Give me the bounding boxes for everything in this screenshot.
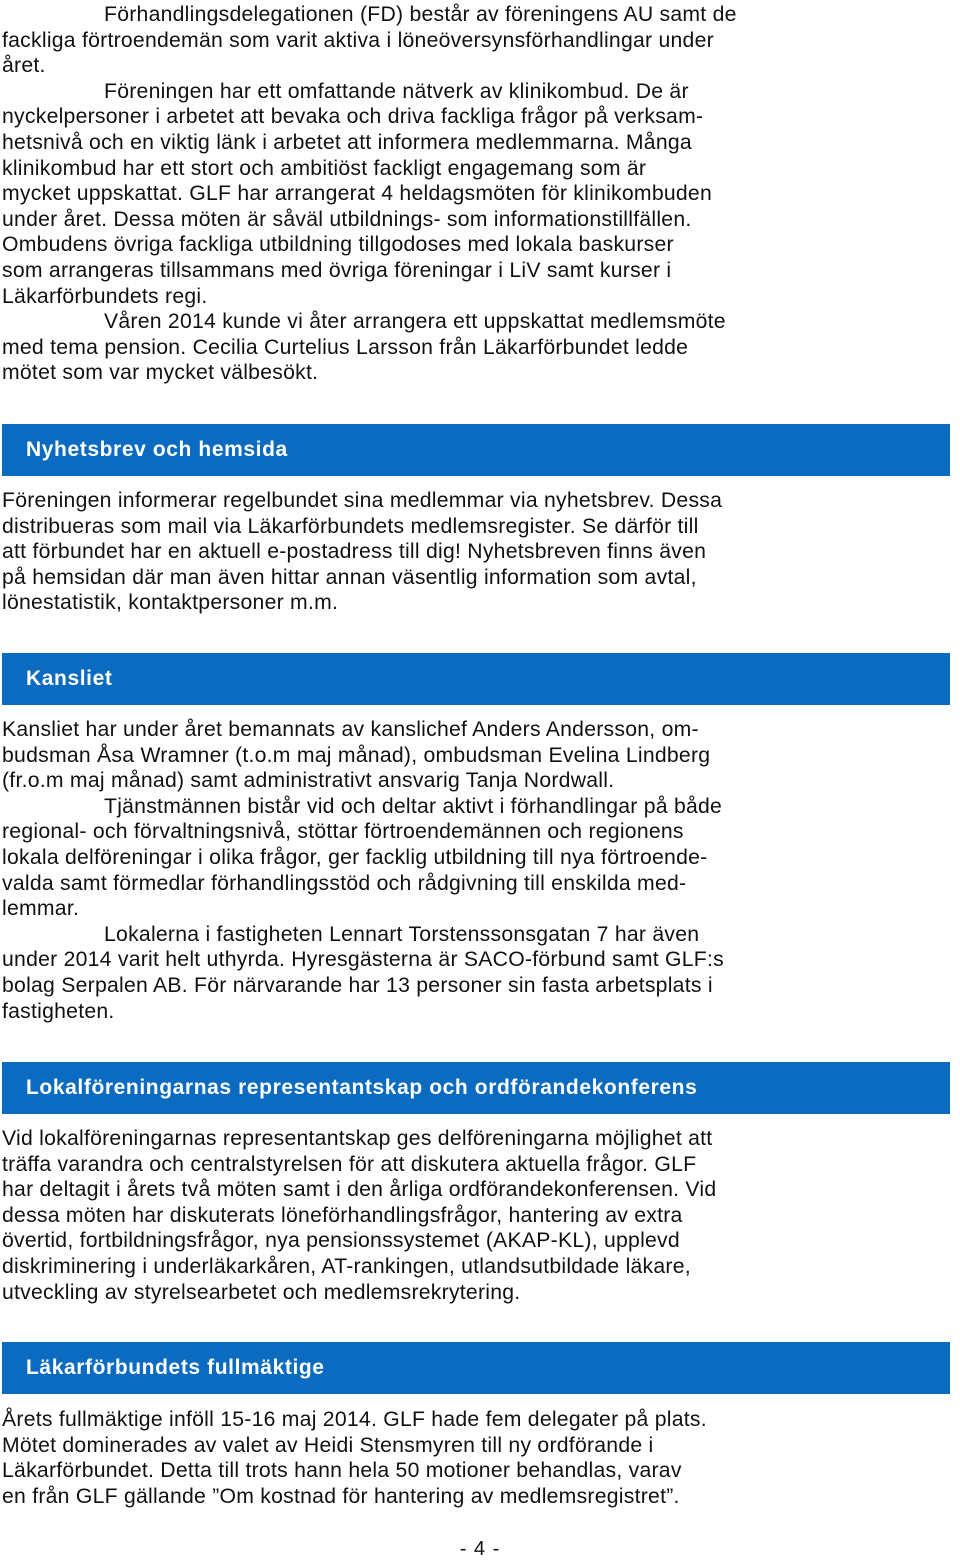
text-line: (fr.o.m maj månad) samt administrativt ansvarig Tanja Nordwall. <box>2 769 615 793</box>
text-line: Lokalerna i fastigheten Lennart Torstenssonsgatan 7 har även <box>104 922 700 946</box>
text-line: nyckelpersoner i arbetet att bevaka och driva fackliga frågor på verksam- <box>2 105 704 129</box>
section-body-representantskap <box>2 1126 948 1305</box>
text-line: valda samt förmedlar förhandlingsstöd och rådgivning till enskilda med- <box>2 871 687 895</box>
text-line: fastigheten. <box>2 999 115 1023</box>
text-line: Läkarförbundets regi. <box>2 284 208 308</box>
text-line: träffa varandra och centralstyrelsen för att diskutera aktuella frågor. GLF <box>2 1152 697 1176</box>
text-line: fackliga förtroendemän som varit aktiva i löneöversynsförhandlingar under <box>2 28 714 52</box>
text-line: under 2014 varit helt uthyrda. Hyresgästerna är SACO-förbund samt GLF:s <box>2 948 724 972</box>
section-heading-representantskap: Lokalföreningarnas representantskap och ordförandekonferens <box>2 1062 950 1114</box>
text-line: bolag Serpalen AB. För närvarande har 13 personer sin fasta arbetsplats i <box>2 973 713 997</box>
text-line: Förhandlingsdelegationen (FD) består av föreningens AU samt de <box>104 3 737 26</box>
text-line: Ombudens övriga fackliga utbildning tillgodoses med lokala baskurser <box>2 233 674 257</box>
text-line: klinikombud har ett stort och ambitiöst fackligt engagemang som är <box>2 156 647 180</box>
text-line: lemmar. <box>2 897 80 921</box>
text-line: som arrangeras tillsammans med övriga föreningar i LiV samt kurser i <box>2 258 672 282</box>
text-line: regional- och förvaltningsnivå, stöttar förtroendemännen och regionens <box>2 820 684 844</box>
text-line: med tema pension. Cecilia Curtelius Larsson från Läkarförbundet ledde <box>2 335 689 359</box>
text-line: Årets fullmäktige inföll 15-16 maj 2014. GLF hade fem delegater på plats. <box>2 1408 707 1431</box>
text-line: dessa möten har diskuterats löneförhandlingsfrågor, hantering av extra <box>2 1203 683 1227</box>
text-line: mycket uppskattat. GLF har arrangerat 4 heldagsmöten för klinikombuden <box>2 182 712 206</box>
page-number: - 4 - <box>459 1538 501 1560</box>
text-line: har deltagit i årets två möten samt i den årliga ordförandekonferensen. Vid <box>2 1178 717 1202</box>
text-line: Mötet dominerades av valet av Heidi Stensmyren till ny ordförande i <box>2 1433 654 1457</box>
section-body-fullmaktige <box>2 1407 948 1509</box>
text-line: hetsnivå och en viktig länk i arbetet att informera medlemmarna. Många <box>2 130 692 154</box>
section-heading-kansliet: Kansliet <box>2 653 950 705</box>
text-line: Läkarförbundet. Detta till trots hann hela 50 motioner behandlas, varav <box>2 1459 682 1483</box>
section-heading-fullmaktige: Läkarförbundets fullmäktige <box>2 1342 950 1394</box>
text-line: att förbundet har en aktuell e-postadress till dig! Nyhetsbreven finns även <box>2 540 707 564</box>
text-line: Vid lokalföreningarnas representantskap ges delföreningarna möjlighet att <box>2 1127 713 1150</box>
text-line: diskriminering i underläkarkåren, AT-rankingen, utlandsutbildade läkare, <box>2 1254 691 1278</box>
text-line: Kansliet har under året bemannats av kanslichef Anders Andersson, om- <box>2 718 699 741</box>
section-body-nyhetsbrev <box>2 488 948 616</box>
text-line: Föreningen har ett omfattande nätverk av klinikombud. De är <box>104 79 689 103</box>
section-body-kansliet <box>2 717 948 1024</box>
text-line: Våren 2014 kunde vi åter arrangera ett uppskattat medlemsmöte <box>104 310 726 334</box>
text-line: Tjänstmännen bistår vid och deltar aktivt i förhandlingar på både <box>104 794 723 818</box>
text-line: lokala delföreningar i olika frågor, ger facklig utbildning till nya förtroende- <box>2 845 708 869</box>
text-line: mötet som var mycket välbesökt. <box>2 361 319 385</box>
text-line: övertid, fortbildningsfrågor, nya pensionssystemet (AKAP-KL), upplevd <box>2 1229 680 1253</box>
text-line: utveckling av styrelsearbetet och medlemsrekrytering. <box>2 1280 521 1304</box>
text-line: under året. Dessa möten är såväl utbildnings- som informationstillfällen. <box>2 207 692 231</box>
text-line: året. <box>2 54 46 78</box>
text-line: Föreningen informerar regelbundet sina medlemmar via nyhetsbrev. Dessa <box>2 489 723 512</box>
intro-text <box>2 2 948 386</box>
section-heading-nyhetsbrev: Nyhetsbrev och hemsida <box>2 424 950 476</box>
text-line: lönestatistik, kontaktpersoner m.m. <box>2 591 339 615</box>
text-line: distribueras som mail via Läkarförbundets medlemsregister. Se därför till <box>2 514 699 538</box>
text-line: en från GLF gällande ”Om kostnad för hantering av medlemsregistret”. <box>2 1484 680 1508</box>
text-line: på hemsidan där man även hittar annan väsentlig information som avtal, <box>2 565 697 589</box>
text-line: budsman Åsa Wramner (t.o.m maj månad), ombudsman Evelina Lindberg <box>2 743 711 767</box>
